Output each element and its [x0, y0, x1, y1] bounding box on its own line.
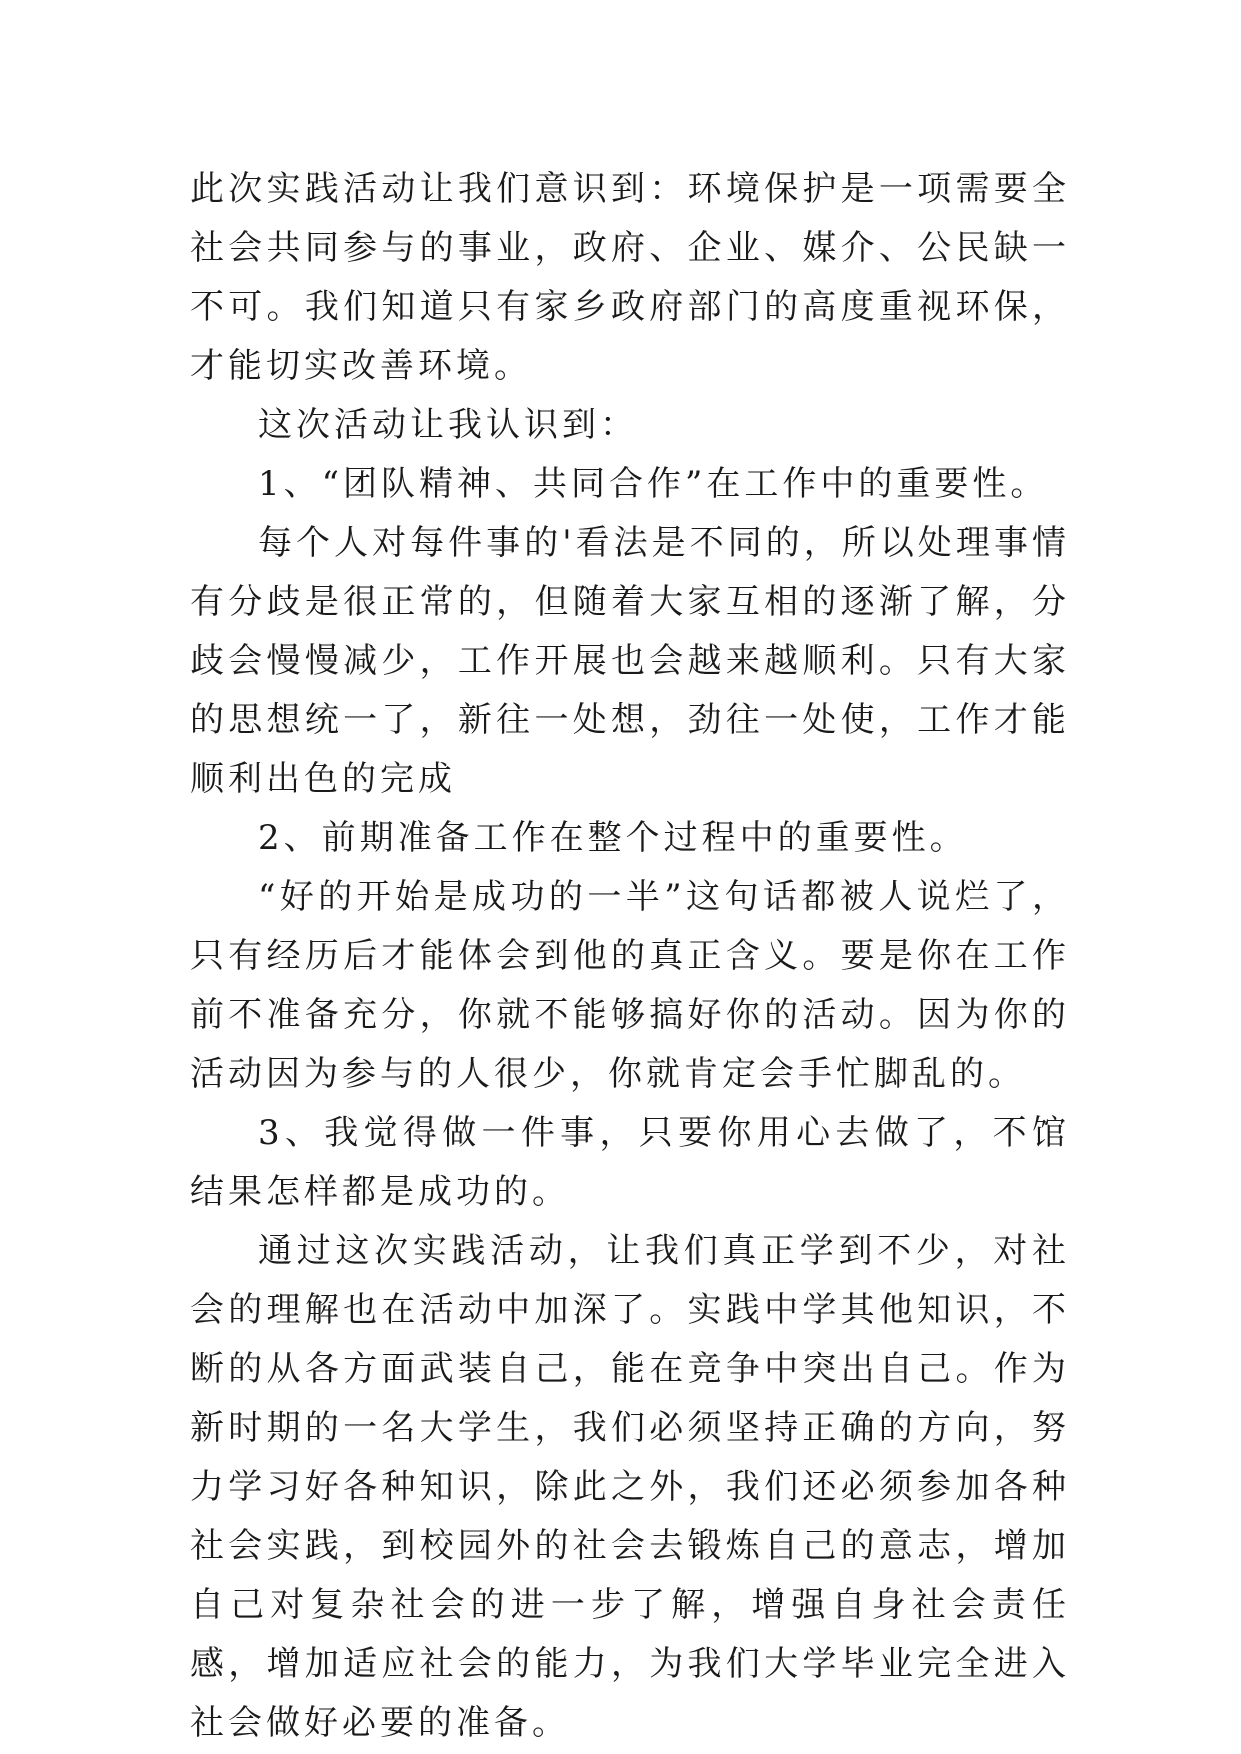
paragraph-2: 这次活动让我认识到： — [258, 405, 638, 445]
document-body — [190, 160, 1070, 1753]
paragraph-6: “好的开始是成功的一半”这句话都被人说烂了，只有经历后才能体会到他的真正含义。要是你在工作前不准备充分，你就不能够搞好你的活动。因为你的活动因为参与的人很少，你就肯定会手忙脚乱的。 — [190, 877, 1070, 1094]
paragraph-8: 通过这次实践活动，让我们真正学到不少，对社会的理解也在活动中加深了。实践中学其他知识，不断的从各方面武装自己，能在竞争中突出自己。作为新时期的一名大学生，我们必须坚持正确的方向，努力学习好各种知识，除此之外，我们还必须参加各种社会实践，到校园外的社会去锻炼自己的意志，增加自己对复杂社会的进一步了解，增强自身社会责任感，增加适应社会的能力，为我们大学毕业完全进入社会做好必要的准备。 — [190, 1231, 1070, 1743]
paragraph-3: 1、“团队精神、共同合作”在工作中的重要性。 — [258, 464, 1049, 504]
paragraph-4: 每个人对每件事的'看法是不同的，所以处理事情有分歧是很正常的，但随着大家互相的逐渐了解，分歧会慢慢减少，工作开展也会越来越顺利。只有大家的思想统一了，新往一处想，劲往一处使，工作才能顺利出色的完成 — [190, 523, 1070, 799]
paragraph-1: 此次实践活动让我们意识到：环境保护是一项需要全社会共同参与的事业，政府、企业、媒介、公民缺一不可。我们知道只有家乡政府部门的高度重视环保，才能切实改善环境。 — [190, 169, 1070, 386]
paragraph-5: 2、前期准备工作在整个过程中的重要性。 — [258, 818, 968, 858]
paragraph-7: 3、我觉得做一件事，只要你用心去做了，不馆结果怎样都是成功的。 — [190, 1113, 1070, 1212]
